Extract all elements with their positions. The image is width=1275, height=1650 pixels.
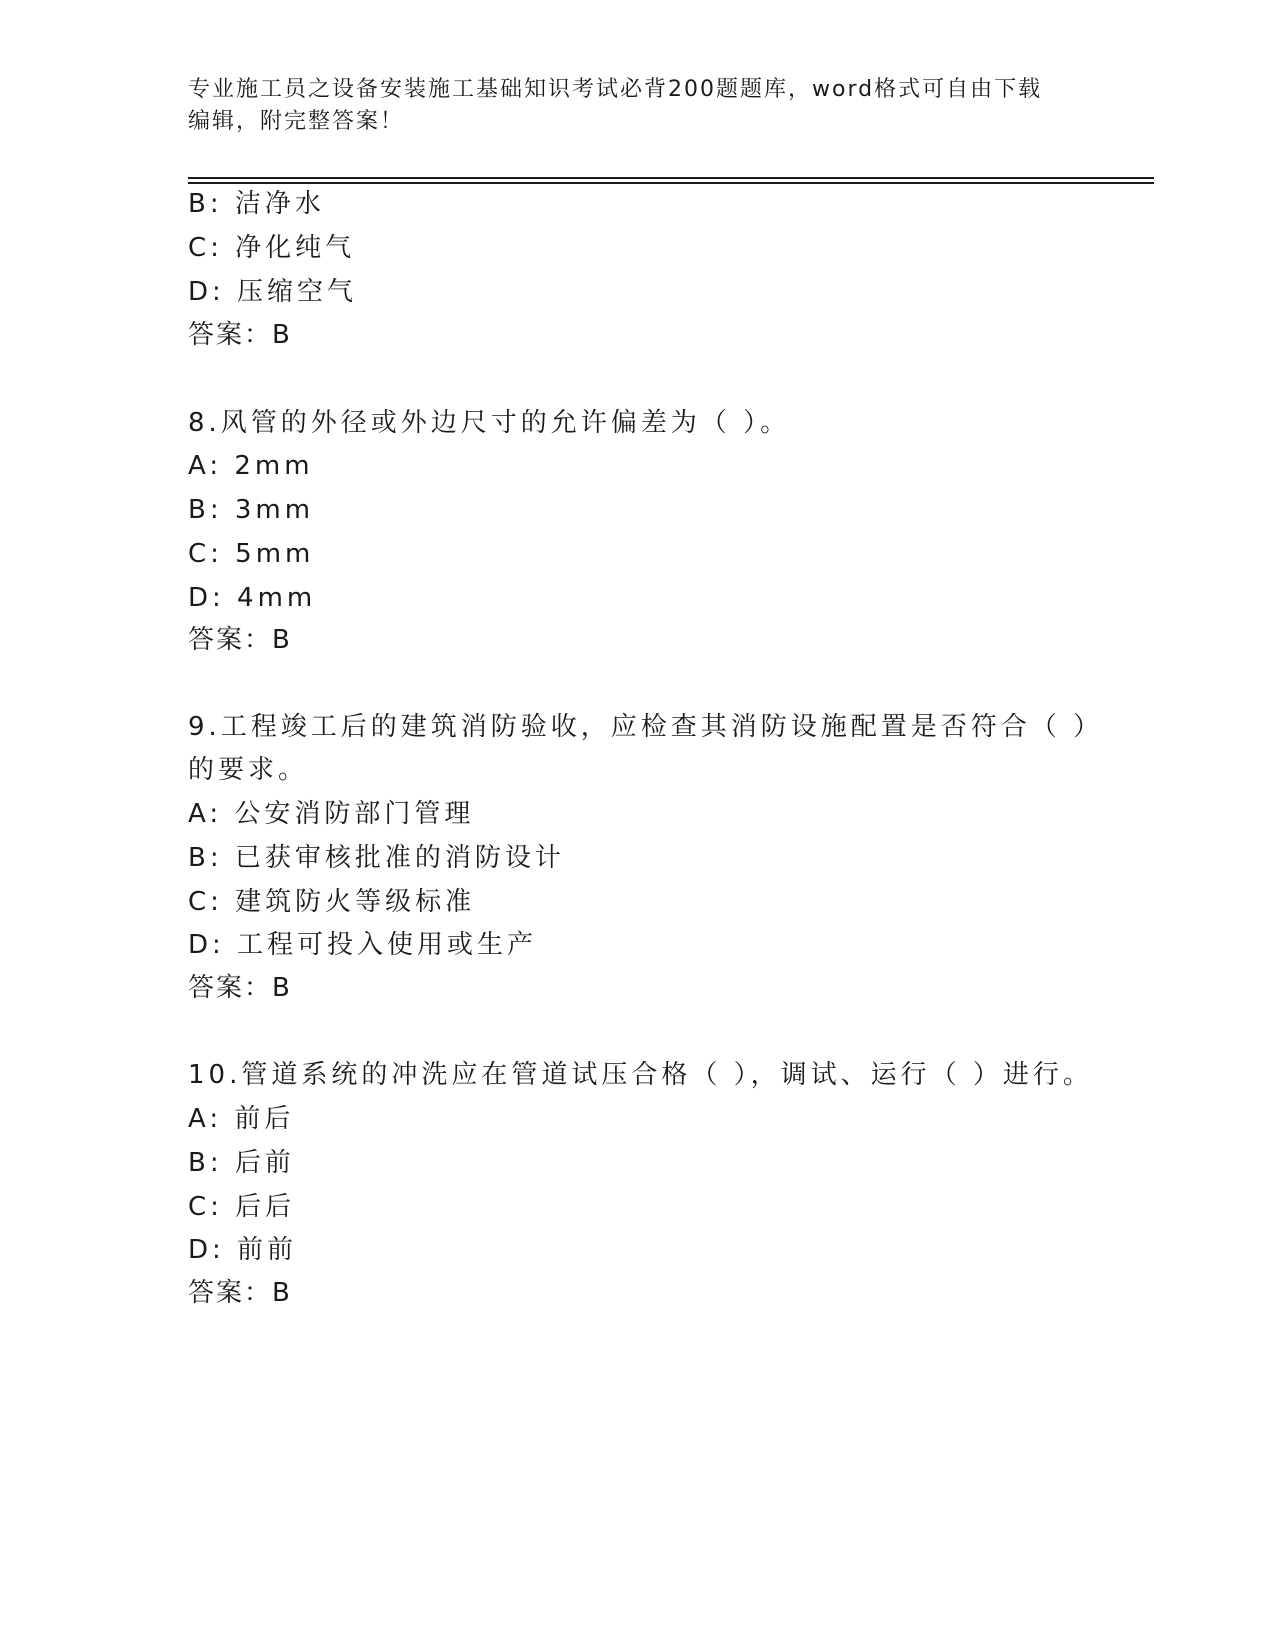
q9-option-b: B: 已获审核批准的消防设计 bbox=[188, 843, 565, 873]
q10-option-b: B: 后前 bbox=[188, 1148, 295, 1178]
q10-option-a: A: 前后 bbox=[188, 1104, 295, 1134]
q9-option-a: A: 公安消防部门管理 bbox=[188, 799, 475, 829]
q7-answer: 答案：B bbox=[188, 320, 292, 350]
header-title-line-2: 编辑，附完整答案！ bbox=[188, 109, 405, 134]
q10-answer: 答案：B bbox=[188, 1278, 292, 1308]
q10-question: 10.管道系统的冲洗应在管道试压合格（ ），调试、运行（ ）进行。 bbox=[188, 1060, 1093, 1090]
q8-answer: 答案：B bbox=[188, 625, 292, 655]
q8-option-b: B: 3mm bbox=[188, 495, 315, 525]
q8-option-c: C: 5mm bbox=[188, 539, 315, 569]
q8-option-d: D: 4mm bbox=[188, 583, 317, 613]
q7-option-b: B: 洁净水 bbox=[188, 189, 325, 219]
q10-option-c: C: 后后 bbox=[188, 1192, 296, 1222]
page-header bbox=[188, 74, 1088, 138]
q10-option-d: D: 前前 bbox=[188, 1235, 298, 1265]
q9-option-d: D: 工程可投入使用或生产 bbox=[188, 930, 538, 960]
q9-answer: 答案：B bbox=[188, 973, 292, 1003]
q9-question-line-2: 的要求。 bbox=[188, 755, 309, 785]
q7-option-c: C: 净化纯气 bbox=[188, 233, 356, 263]
q8-question: 8.风管的外径或外边尺寸的允许偏差为（ ）。 bbox=[188, 408, 791, 438]
q9-option-c: C: 建筑防火等级标准 bbox=[188, 887, 476, 917]
q9-question-line-1: 9.工程竣工后的建筑消防验收，应检查其消防设施配置是否符合（ ） bbox=[188, 712, 1104, 742]
q7-option-d: D: 压缩空气 bbox=[188, 277, 358, 307]
header-title-line-1: 专业施工员之设备安装施工基础知识考试必背200题题库，word格式可自由下载 bbox=[188, 77, 1043, 102]
header-divider-top bbox=[188, 177, 1154, 179]
header-divider-bottom bbox=[188, 182, 1154, 184]
q8-option-a: A: 2mm bbox=[188, 451, 314, 481]
